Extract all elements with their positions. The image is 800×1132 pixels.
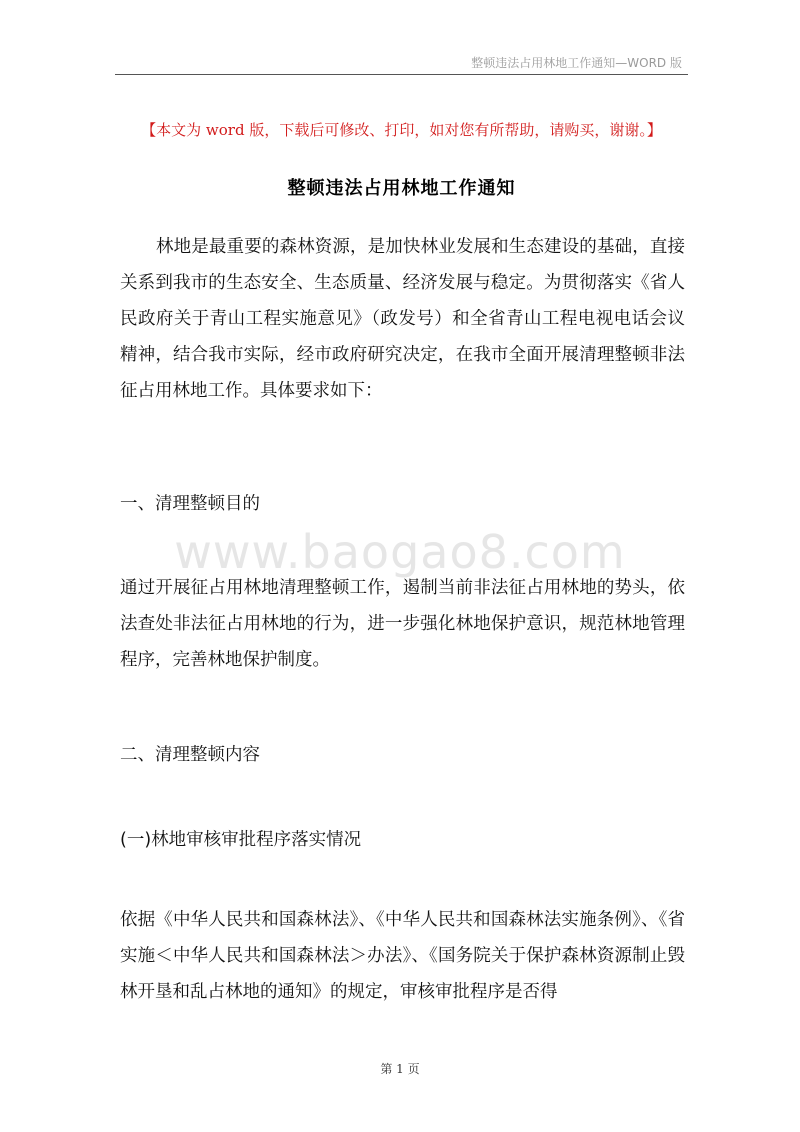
- subsection-1-paragraph: 依据《中华人民共和国森林法》、《中华人民共和国森林法实施条例》、《省实施＜中华人民共和国森林法＞办法》、《国务院关于保护森林资源制止毁林开垦和乱占林地的通知》的规定，审核审批程序是否得: [120, 910, 685, 1002]
- running-header: 整顿违法占用林地工作通知—WORD 版: [471, 56, 682, 70]
- document-title: 整顿违法占用林地工作通知: [287, 178, 516, 199]
- page-number: 第 1 页: [380, 1062, 420, 1076]
- intro-paragraph: 林地是最重要的森林资源，是加快林业发展和生态建设的基础，直接关系到我市的生态安全、生态质量、经济发展与稳定。为贯彻落实《省人民政府关于青山工程实施意见》（政发号）和全省青山工程电视电话会议精神，结合我市实际，经市政府研究决定，在我市全面开展清理整顿非法征占用林地工作。具体要求如下：: [120, 237, 685, 401]
- download-notice: 【本文为 word 版，下载后可修改、打印，如对您有所帮助，请购买，谢谢。】: [141, 121, 662, 139]
- section-1-heading: 一、清理整顿目的: [120, 494, 260, 514]
- header-divider: [115, 74, 688, 75]
- watermark: www.baogao8.com: [174, 525, 626, 579]
- section-1-paragraph: 通过开展征占用林地清理整顿工作，遏制当前非法征占用林地的势头，依法查处非法征占用林地的行为，进一步强化林地保护意识，规范林地管理程序，完善林地保护制度。: [120, 578, 685, 670]
- section-2-heading: 二、清理整顿内容: [120, 745, 260, 765]
- subsection-1-heading: (一)林地审核审批程序落实情况: [120, 830, 362, 850]
